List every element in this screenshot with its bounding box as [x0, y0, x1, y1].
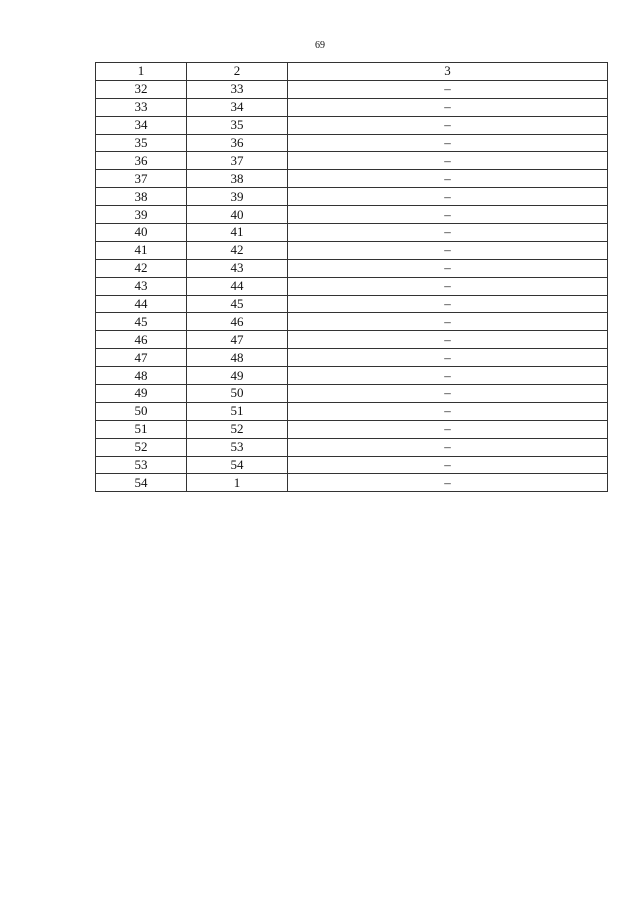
table-cell: – [288, 474, 608, 492]
table-cell: – [288, 206, 608, 224]
table-cell: – [288, 402, 608, 420]
table-cell: – [288, 295, 608, 313]
table-cell: 41 [187, 224, 288, 242]
table-cell: – [288, 438, 608, 456]
table-row [96, 206, 608, 224]
table-cell: – [288, 80, 608, 98]
table-row [96, 188, 608, 206]
table-cell: 35 [187, 116, 288, 134]
table-cell: – [288, 134, 608, 152]
table-cell: 40 [187, 206, 288, 224]
table-cell: 36 [96, 152, 187, 170]
table-cell: 52 [96, 438, 187, 456]
table-cell: 38 [96, 188, 187, 206]
table-row [96, 402, 608, 420]
table-cell: 37 [187, 152, 288, 170]
table-cell: 42 [187, 241, 288, 259]
table-row [96, 474, 608, 492]
table-cell: 46 [187, 313, 288, 331]
table-row [96, 170, 608, 188]
table-cell: 1 [187, 474, 288, 492]
table-cell: 37 [96, 170, 187, 188]
table-row [96, 385, 608, 403]
table-row [96, 152, 608, 170]
table-row [96, 134, 608, 152]
table-cell: 43 [187, 259, 288, 277]
table-row [96, 116, 608, 134]
table-cell: 51 [187, 402, 288, 420]
table-cell: – [288, 170, 608, 188]
table-row [96, 331, 608, 349]
table-cell: – [288, 331, 608, 349]
table-cell: – [288, 349, 608, 367]
table-cell: 50 [96, 402, 187, 420]
table-cell: 38 [187, 170, 288, 188]
table-cell: 44 [187, 277, 288, 295]
table-cell: 44 [96, 295, 187, 313]
table-cell: 45 [187, 295, 288, 313]
table-cell: 42 [96, 259, 187, 277]
table-row [96, 224, 608, 242]
table-cell: 54 [96, 474, 187, 492]
table-cell: 43 [96, 277, 187, 295]
table-cell: 35 [96, 134, 187, 152]
table-cell: 48 [96, 367, 187, 385]
table-row [96, 98, 608, 116]
table-body [96, 80, 608, 491]
table-cell: 47 [187, 331, 288, 349]
table-row [96, 295, 608, 313]
table-cell: 53 [96, 456, 187, 474]
table-cell: 50 [187, 385, 288, 403]
table-cell: 39 [187, 188, 288, 206]
table-cell: 32 [96, 80, 187, 98]
table-cell: – [288, 456, 608, 474]
table-cell: – [288, 313, 608, 331]
table-cell: – [288, 116, 608, 134]
table-cell: 41 [96, 241, 187, 259]
table-header [96, 63, 608, 81]
table-cell: 54 [187, 456, 288, 474]
header-row [96, 63, 608, 81]
table-cell: – [288, 277, 608, 295]
table-cell: 49 [187, 367, 288, 385]
table-cell: 48 [187, 349, 288, 367]
table-row [96, 313, 608, 331]
table-cell: – [288, 224, 608, 242]
table-cell: 34 [96, 116, 187, 134]
column-header: 2 [187, 63, 288, 81]
table-cell: 40 [96, 224, 187, 242]
table-cell: – [288, 188, 608, 206]
table-cell: 36 [187, 134, 288, 152]
data-table [95, 62, 608, 492]
table-cell: 51 [96, 420, 187, 438]
table-row [96, 367, 608, 385]
table-cell: 49 [96, 385, 187, 403]
table-row [96, 241, 608, 259]
table-row [96, 456, 608, 474]
table-cell: – [288, 241, 608, 259]
table-cell: 39 [96, 206, 187, 224]
table-cell: – [288, 385, 608, 403]
table-row [96, 420, 608, 438]
table-cell: – [288, 420, 608, 438]
table-row [96, 277, 608, 295]
table-cell: 34 [187, 98, 288, 116]
table-cell: 47 [96, 349, 187, 367]
table-cell: 45 [96, 313, 187, 331]
table-row [96, 349, 608, 367]
table-cell: – [288, 259, 608, 277]
table-cell: – [288, 152, 608, 170]
column-header: 3 [288, 63, 608, 81]
table-cell: 52 [187, 420, 288, 438]
table-cell: – [288, 367, 608, 385]
table-cell: 53 [187, 438, 288, 456]
page-number: 69 [315, 40, 325, 51]
table-cell: 46 [96, 331, 187, 349]
table-row [96, 438, 608, 456]
table-cell: 33 [96, 98, 187, 116]
table-cell: – [288, 98, 608, 116]
column-header: 1 [96, 63, 187, 81]
table-cell: 33 [187, 80, 288, 98]
table-row [96, 259, 608, 277]
table-row [96, 80, 608, 98]
